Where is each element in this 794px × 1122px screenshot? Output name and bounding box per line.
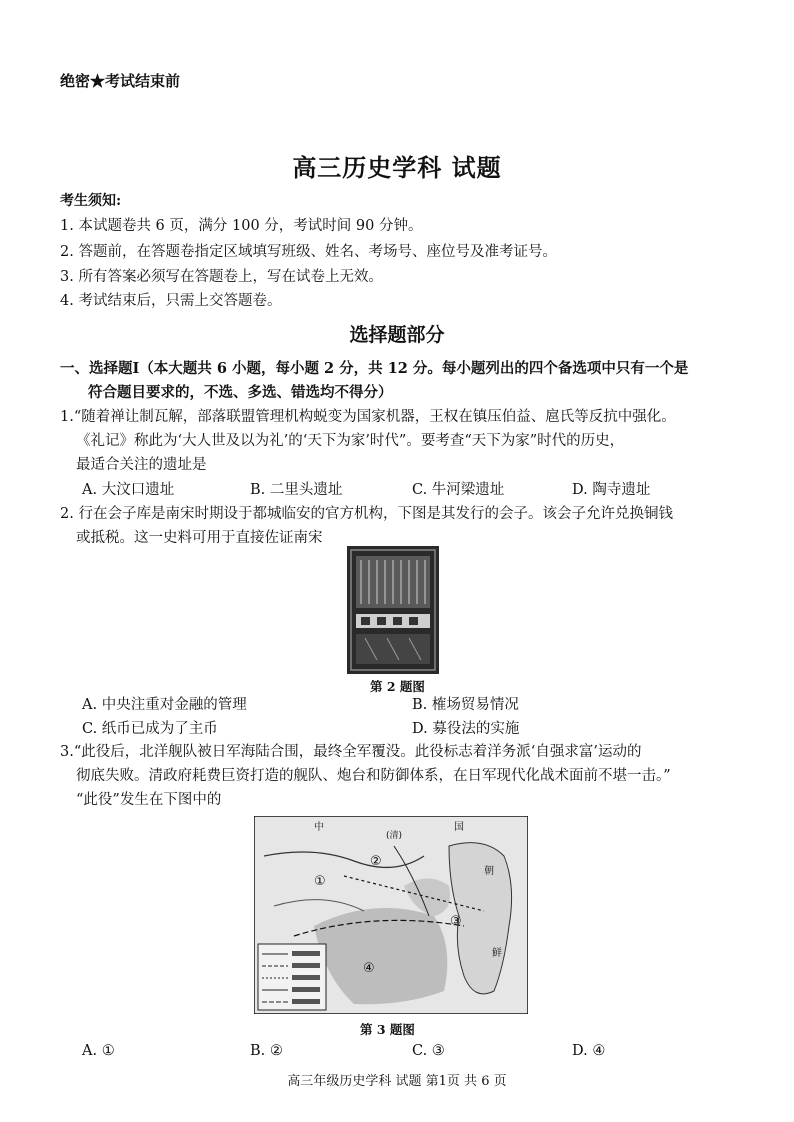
sino-japanese-war-map (254, 816, 528, 1014)
notice-item: 3. 所有答案必须写在答题卷上，写在试卷上无效。 (60, 269, 383, 285)
question-3 (60, 740, 740, 812)
map-marker-2: ② (370, 854, 382, 869)
q1-line1: 1.“随着禅让制瓦解，部落联盟管理机构蜕变为国家机器，王权在镇压伯益、扈氏等反抗中强化。 (60, 409, 676, 425)
svg-text:朝: 朝 (484, 866, 494, 877)
q2-option-d: D. 募役法的实施 (412, 721, 520, 737)
q1-option-c: C. 牛河梁遗址 (412, 482, 505, 498)
q3-figure-caption: 第 3 题图 (360, 1022, 415, 1037)
q3-option-b: B. ② (250, 1043, 283, 1059)
q3-option-c: C. ③ (412, 1043, 445, 1059)
svg-text:中: 中 (314, 822, 324, 833)
q1-line3: 最适合关注的遗址是 (76, 457, 207, 473)
question-1 (60, 405, 740, 477)
section-title: 选择题部分 (349, 324, 445, 346)
map-marker-3: ③ (450, 914, 462, 929)
q3-option-a: A. ① (82, 1043, 115, 1059)
q1-option-d: D. 陶寺遗址 (572, 482, 651, 498)
map-marker-1: ① (314, 874, 326, 889)
q2-line2: 或抵税。这一史料可用于直接佐证南宋 (76, 530, 323, 546)
q1-option-a: A. 大汶口遗址 (82, 482, 175, 498)
page-footer: 高三年级历史学科 试题 第1页 共 6 页 (287, 1074, 507, 1089)
q2-option-a: A. 中央注重对金融的管理 (82, 697, 247, 713)
svg-text:国: 国 (454, 822, 464, 833)
q3-option-d: D. ④ (572, 1043, 606, 1059)
q2-option-c: C. 纸币已成为了主币 (82, 721, 218, 737)
notice-heading: 考生须知: (60, 193, 122, 209)
map-marker-4: ④ (363, 961, 375, 976)
huizi-banknote-image (347, 546, 439, 674)
question-2 (60, 502, 740, 550)
q3-line1: 3.“此役后，北洋舰队被日军海陆合围，最终全军覆没。此役标志着洋务派‘自强求富’运动的 (60, 744, 642, 760)
notice-item: 2. 答题前，在答题卷指定区域填写班级、姓名、考场号、座位号及准考证号。 (60, 244, 557, 260)
notice-item: 4. 考试结束后，只需上交答题卷。 (60, 293, 282, 309)
part-heading-line2: 符合题目要求的，不选、多选、错选均不得分） (88, 384, 393, 401)
page-title: 高三历史学科 试题 (292, 153, 502, 182)
q1-line2: 《礼记》称此为‘大人世及以为礼’的‘天下为家’时代”。要考查“天下为家”时代的历史， (76, 433, 625, 449)
q3-line2: 彻底失败。清政府耗费巨资打造的舰队、炮台和防御体系，在日军现代化战术面前不堪一击。” (76, 768, 671, 784)
svg-text:鲜: 鲜 (492, 948, 502, 959)
q2-option-b: B. 榷场贸易情况 (412, 697, 519, 713)
notice-item: 1. 本试题卷共 6 页，满分 100 分，考试时间 90 分钟。 (60, 218, 423, 234)
q2-line1: 2. 行在会子库是南宋时期设于都城临安的官方机构，下图是其发行的会子。该会子允许兑换铜钱 (60, 506, 673, 522)
part-heading-line1: 一、选择题Ⅰ（本大题共 6 小题，每小题 2 分，共 12 分。每小题列出的四个备选项中只有一个是 (60, 360, 689, 377)
q3-line3: “此役”发生在下图中的 (76, 792, 222, 808)
secret-mark: 绝密★考试结束前 (60, 72, 181, 90)
q2-figure-caption: 第 2 题图 (370, 679, 425, 694)
part-heading (60, 357, 740, 405)
q1-option-b: B. 二里头遗址 (250, 482, 343, 498)
svg-text:(清): (清) (386, 831, 403, 841)
